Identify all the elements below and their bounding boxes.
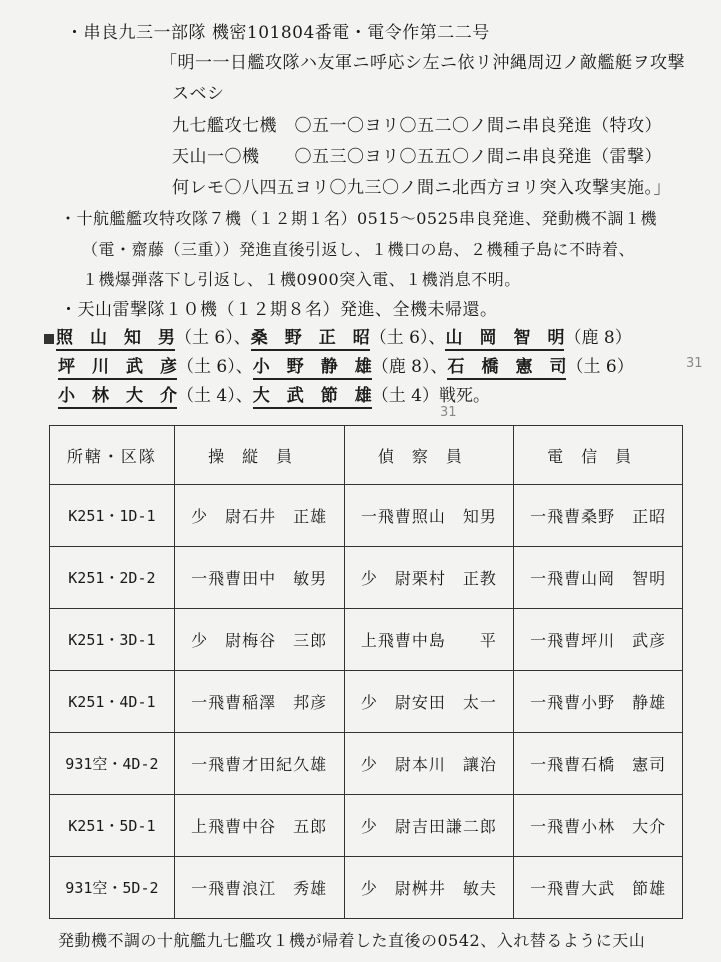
- person-name: 石 橋 憲 司: [447, 357, 566, 380]
- table-cell: 上飛曹中谷 五郎: [174, 795, 344, 857]
- table-cell: K251・1D-1: [50, 485, 175, 547]
- table-row: [50, 795, 683, 857]
- person-name: 照 山 知 男: [56, 328, 175, 351]
- names-row-3: [58, 385, 490, 407]
- table-row: [50, 547, 683, 609]
- paragraph-line-1: ・十航艦艦攻特攻隊７機（１２期１名）0515～0525串良発進、発動機不調１機: [60, 209, 657, 228]
- crew-table: [49, 425, 683, 919]
- order-quote-line-4: 天山一〇機 〇五三〇ヨリ〇五五〇ノ間ニ串良発進（雷撃）: [172, 147, 662, 167]
- pencil-annotation: 31: [686, 356, 703, 371]
- column-header: 所轄・区隊: [50, 426, 175, 485]
- table-cell: K251・3D-1: [50, 609, 175, 671]
- unit-code: （土 4）、: [177, 386, 253, 406]
- table-cell: 一飛曹浪江 秀雄: [174, 857, 344, 919]
- unit-code: （土 4）戦死。: [371, 386, 490, 406]
- table-cell: 一飛曹大武 節雄: [514, 857, 683, 919]
- table-header-row: [50, 426, 683, 485]
- table-row: [50, 609, 683, 671]
- names-row-1: [44, 327, 632, 349]
- order-quote-line-2: スベシ: [172, 84, 225, 104]
- table-cell: 931空・5D-2: [50, 857, 175, 919]
- unit-code: （土 6）、: [369, 328, 446, 348]
- table-row: [50, 671, 683, 733]
- table-cell: 少 尉梅谷 三郎: [174, 609, 344, 671]
- paragraph-line-4: ・天山雷撃隊１０機（１２期８名）発進、全機未帰還。: [60, 300, 498, 320]
- table-cell: 少 尉安田 太一: [344, 671, 514, 733]
- unit-code: （鹿 8）、: [371, 357, 448, 377]
- column-header: 電信員: [514, 426, 683, 485]
- table-cell: 少 尉桝井 敏夫: [344, 857, 514, 919]
- table-cell: 一飛曹石橋 憲司: [514, 733, 683, 795]
- table-cell: 少 尉栗村 正教: [344, 547, 514, 609]
- table-cell: 一飛曹田中 敏男: [174, 547, 344, 609]
- person-name: 大 武 節 雄: [253, 386, 372, 409]
- order-quote-line-3: 九七艦攻七機 〇五一〇ヨリ〇五二〇ノ間ニ串良発進（特攻）: [172, 116, 662, 136]
- table-cell: 少 尉本川 讓治: [344, 733, 514, 795]
- table-row: [50, 857, 683, 919]
- person-name: 坪 川 武 彦: [58, 357, 177, 380]
- table-cell: 931空・4D-2: [50, 733, 175, 795]
- table-cell: K251・4D-1: [50, 671, 175, 733]
- order-quote-line-1: 「明一一日艦攻隊ハ友軍ニ呼応シ左ニ依リ沖縄周辺ノ敵艦艇ヲ攻撃: [160, 53, 685, 73]
- table-cell: 一飛曹小野 静雄: [514, 671, 683, 733]
- person-name: 桑 野 正 昭: [251, 328, 370, 351]
- table-cell: 一飛曹山岡 智明: [514, 547, 683, 609]
- unit-code: （土 6）、: [177, 357, 253, 377]
- unit-code: （鹿 8）: [564, 328, 632, 348]
- table-row: [50, 733, 683, 795]
- person-name: 小 野 静 雄: [253, 357, 372, 380]
- column-header: 操縦員: [174, 426, 344, 485]
- table-cell: 一飛曹稲澤 邦彦: [174, 671, 344, 733]
- unit-code: （土 6）: [566, 357, 634, 377]
- table-cell: 一飛曹才田紀久雄: [174, 733, 344, 795]
- person-name: 山 岡 智 明: [445, 328, 564, 351]
- table-cell: 少 尉吉田謙二郎: [344, 795, 514, 857]
- table-cell: 少 尉石井 正雄: [174, 485, 344, 547]
- unit-code: （土 6）、: [175, 328, 251, 348]
- square-mark-icon: [44, 334, 54, 344]
- paragraph-line-3: １機爆弾落下し引返し、１機0900突入電、１機消息不明。: [82, 270, 521, 289]
- table-row: [50, 485, 683, 547]
- person-name: 小 林 大 介: [58, 386, 177, 409]
- order-header-line: ・串良九三一部隊 機密101804番電・電令作第二二号: [66, 23, 490, 43]
- table-cell: 一飛曹照山 知男: [344, 485, 514, 547]
- table-cell: K251・5D-1: [50, 795, 175, 857]
- names-row-2: [58, 356, 634, 378]
- table-cell: 一飛曹桑野 正昭: [514, 485, 683, 547]
- column-header: 偵察員: [344, 426, 514, 485]
- table-cell: 上飛曹中島 平: [344, 609, 514, 671]
- pencil-annotation: 31: [440, 405, 457, 420]
- table-cell: K251・2D-2: [50, 547, 175, 609]
- table-cell: 一飛曹小林 大介: [514, 795, 683, 857]
- footer-paragraph-line: 発動機不調の十航艦九七艦攻１機が帰着した直後の0542、入れ替るように天山: [58, 931, 646, 950]
- table-cell: 一飛曹坪川 武彦: [514, 609, 683, 671]
- paragraph-line-2: （電・齋藤（三重））発進直後引返し、１機口の島、２機種子島に不時着、: [82, 240, 636, 259]
- order-quote-line-5: 何レモ〇八四五ヨリ〇九三〇ノ間ニ北西方ヨリ突入攻撃実施。」: [172, 178, 671, 198]
